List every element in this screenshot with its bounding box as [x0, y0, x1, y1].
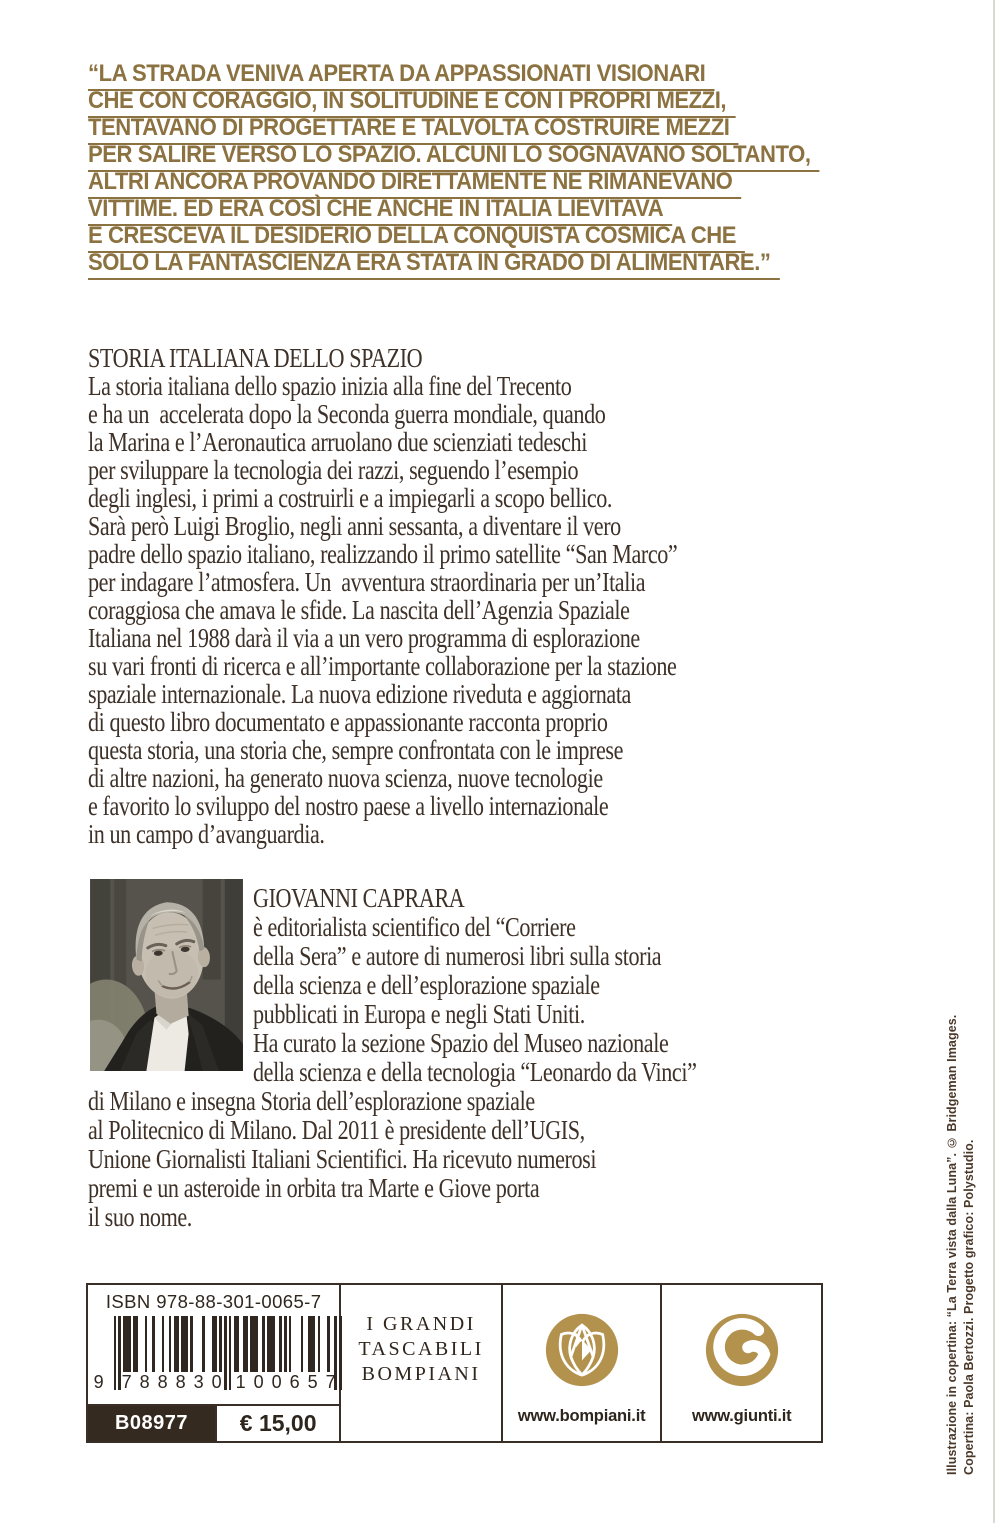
barcode-group1: 7 8 8 8 3 0	[121, 1372, 222, 1392]
description-block	[88, 344, 924, 848]
page-edge-shadow	[993, 0, 995, 1523]
description-line: di altre nazioni, ha generato nuova scienza, nuove tecnologie	[88, 763, 603, 793]
author-photo	[90, 879, 243, 1071]
isbn-label: ISBN 978-88-301-0065-7	[105, 1291, 322, 1312]
bio-line: premi e un asteroide in orbita tra Marte e Giove porta	[88, 1173, 540, 1203]
description-line: questa storia, una storia che, sempre confrontata con le imprese	[88, 735, 624, 765]
description-lines	[88, 372, 924, 848]
description-line: per sviluppare la tecnologia dei razzi, seguendo l’esempio	[88, 455, 579, 485]
cover-quote	[88, 60, 811, 278]
giunti-url: www.giunti.it	[692, 1407, 792, 1425]
isbn-cell	[88, 1285, 339, 1441]
description-line: coraggiosa che amava le sfide. La nascita dell’Agenzia Spaziale	[88, 595, 630, 625]
barcode-group2: 1 0 0 6 5 7	[235, 1372, 336, 1392]
quote-line: PER SALIRE VERSO LO SPAZIO. ALCUNI LO SOGNAVANO SOLTANTO,	[88, 143, 787, 170]
description-heading: STORIA ITALIANA DELLO SPAZIO	[88, 343, 423, 373]
quote-line: “LA STRADA VENIVA APERTA DA APPASSIONATI VISIONARI	[88, 62, 787, 89]
quote-line: ALTRI ANCORA PROVANDO DIRETTAMENTE NE RIMANEVANO	[88, 170, 787, 197]
price-row	[88, 1404, 339, 1441]
description-line: padre dello spazio italiano, realizzando il primo satellite “San Marco”	[88, 539, 678, 569]
bio-line: pubblicati in Europa e negli Stati Uniti.	[253, 999, 585, 1029]
quote-line: E CRESCEVA IL DESIDERIO DELLA CONQUISTA COSMICA CHE	[88, 224, 787, 251]
ean-barcode	[93, 1316, 336, 1404]
credits-illustration: Illustrazione in copertina: “La Terra vista dalla Luna”. © Bridgeman Images.	[945, 1014, 959, 1475]
credits-design: Copertina: Paola Bertozzi. Progetto grafico: Polystudio.	[962, 1139, 976, 1475]
bio-line: della scienza e della tecnologia “Leonardo da Vinci”	[253, 1057, 697, 1087]
description-line: su vari fronti di ricerca e all’importante collaborazione per la stazione	[88, 651, 677, 681]
author-bio-side-lines	[253, 913, 991, 1087]
bio-line: il suo nome.	[88, 1202, 192, 1232]
bio-line: Unione Giornalisti Italiani Scientifici. Ha ricevuto numerosi	[88, 1144, 597, 1174]
description-line: Sarà però Luigi Broglio, negli anni sessanta, a diventare il vero	[88, 511, 621, 541]
description-line: la Marina e l’Aeronautica arruolano due scienziati tedeschi	[88, 427, 587, 457]
series-line: BOMPIANI	[361, 1362, 481, 1385]
description-line: e ha un accelerata dopo la Seconda guerra mondiale, quando	[88, 399, 606, 429]
series-cell	[339, 1285, 501, 1441]
author-bio-side	[253, 884, 991, 1087]
giunti-cell	[660, 1285, 821, 1441]
description-line: Italiana nel 1988 darà il via a un vero programma di esplorazione	[88, 623, 640, 653]
quote-line: TENTAVANO DI PROGETTARE E TALVOLTA COSTRUIRE MEZZI	[88, 116, 787, 143]
description-line: per indagare l’atmosfera. Un avventura straordinaria per un’Italia	[88, 567, 646, 597]
bio-line: è editorialista scientifico del “Corriere	[253, 912, 576, 942]
cover-credits-vertical	[944, 980, 986, 1475]
bio-line: Ha curato la sezione Spazio del Museo nazionale	[253, 1028, 669, 1058]
quote-line: SOLO LA FANTASCIENZA ERA STATA IN GRADO DI ALIMENTARE.”	[88, 251, 787, 278]
description-line: La storia italiana dello spazio inizia alla fine del Trecento	[88, 371, 572, 401]
bio-line: di Milano e insegna Storia dell’esplorazione spaziale	[88, 1086, 535, 1116]
author-bio-full	[88, 1087, 924, 1232]
quote-line: VITTIME. ED ERA COSÌ CHE ANCHE IN ITALIA LIEVITAVA	[88, 197, 787, 224]
bompiani-url: www.bompiani.it	[517, 1407, 646, 1425]
series-line: TASCABILI	[358, 1337, 484, 1360]
barcode-digit-first: 9	[93, 1372, 104, 1392]
giunti-g-icon	[699, 1307, 785, 1393]
author-name-heading: GIOVANNI CAPRARA	[253, 883, 465, 913]
bio-line: al Politecnico di Milano. Dal 2011 è presidente dell’UGIS,	[88, 1115, 585, 1145]
description-line: degli inglesi, i primi a costruirli e a impiegarli a scopo bellico.	[88, 483, 613, 513]
description-line: e favorito lo sviluppo del nostro paese a livello internazionale	[88, 791, 609, 821]
bio-line: della Sera” e autore di numerosi libri sulla storia	[253, 941, 662, 971]
description-line: in un campo d’avanguardia.	[88, 819, 325, 849]
footer-strip	[86, 1283, 823, 1443]
quote-line: CHE CON CORAGGIO, IN SOLITUDINE E CON I PROPRI MEZZI,	[88, 89, 787, 116]
bio-line: della scienza e dell’esplorazione spaziale	[253, 970, 600, 1000]
bompiani-cell	[501, 1285, 661, 1441]
series-line: I GRANDI	[366, 1312, 476, 1335]
edition-code: B08977	[88, 1406, 215, 1441]
bompiani-flower-icon	[539, 1307, 625, 1393]
description-line: spaziale internazionale. La nuova edizione riveduta e aggiornata	[88, 679, 631, 709]
description-line: di questo libro documentato e appassionante racconta proprio	[88, 707, 608, 737]
price: € 15,00	[215, 1406, 339, 1441]
